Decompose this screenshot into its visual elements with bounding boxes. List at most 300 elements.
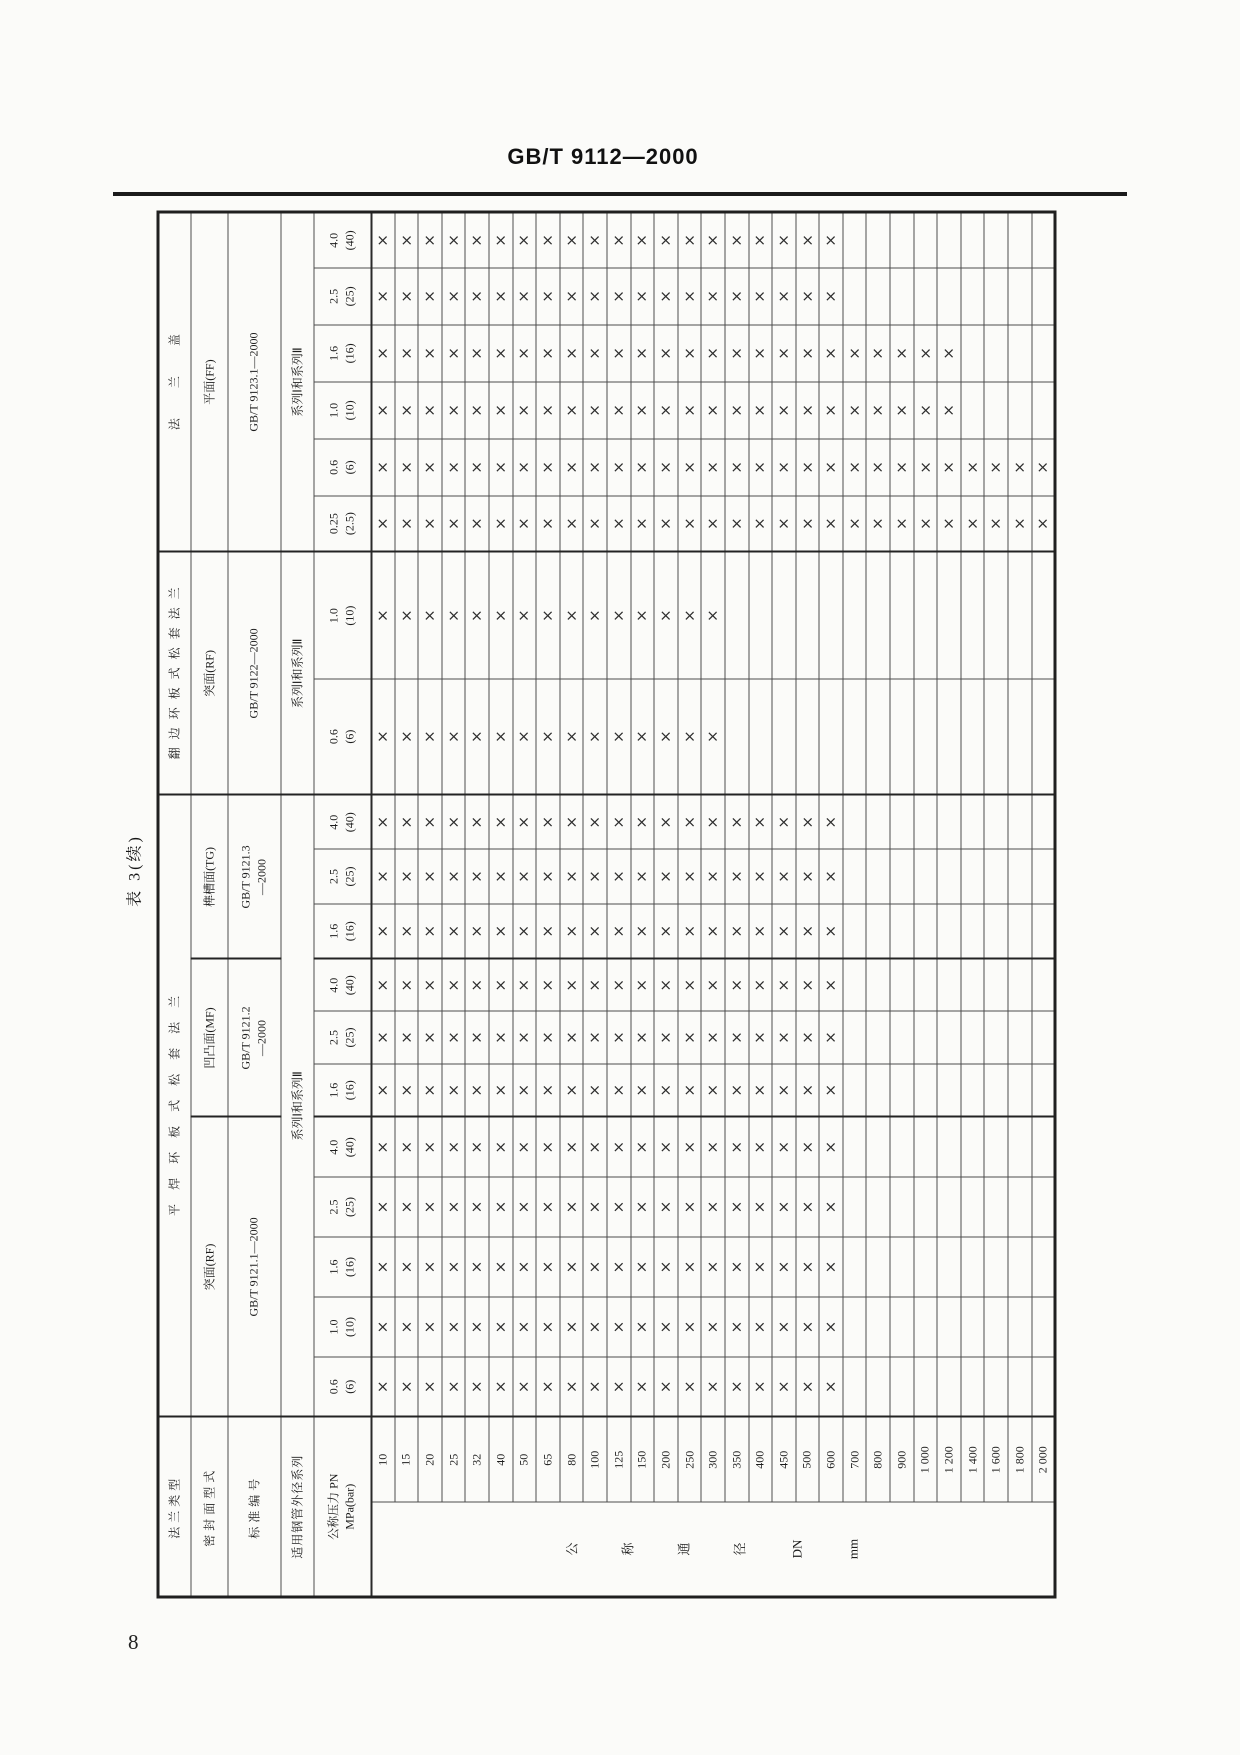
od-series-cell: 系列Ⅰ和系列Ⅱ	[281, 551, 314, 794]
dn-value-cell: 300	[701, 1416, 725, 1501]
x-mark-cell: ×	[819, 848, 843, 903]
empty-cell	[724, 678, 748, 794]
empty-cell	[866, 211, 890, 267]
pressure-value-cell: 1.0 (10)	[314, 551, 371, 678]
x-mark-cell: ×	[371, 678, 395, 794]
x-mark-cell: ×	[606, 551, 630, 678]
dn-value-cell: 1 600	[984, 1416, 1008, 1501]
x-mark-cell: ×	[654, 324, 678, 381]
x-mark-cell: ×	[772, 1296, 796, 1356]
x-mark-cell: ×	[488, 848, 512, 903]
x-mark-cell: ×	[701, 1010, 725, 1063]
pressure-value-cell: 0.6 (6)	[314, 1356, 371, 1416]
x-mark-cell: ×	[536, 267, 560, 324]
empty-cell	[1008, 903, 1032, 958]
empty-cell	[890, 211, 914, 267]
empty-cell	[1031, 1116, 1055, 1176]
x-mark-cell: ×	[606, 794, 630, 848]
x-mark-cell: ×	[371, 1236, 395, 1296]
empty-cell	[913, 678, 937, 794]
standard-no-cell: GB/T 9122—2000	[228, 551, 281, 794]
x-mark-cell: ×	[488, 1356, 512, 1416]
empty-cell	[1031, 551, 1055, 678]
x-mark-cell: ×	[559, 1010, 583, 1063]
x-mark-cell: ×	[748, 1116, 772, 1176]
x-mark-cell: ×	[654, 551, 678, 678]
empty-cell	[842, 794, 866, 848]
x-mark-cell: ×	[606, 438, 630, 495]
x-mark-cell: ×	[559, 438, 583, 495]
empty-cell	[984, 958, 1008, 1010]
x-mark-cell: ×	[559, 1296, 583, 1356]
x-mark-cell: ×	[394, 495, 418, 551]
empty-cell	[842, 551, 866, 678]
empty-cell	[1008, 211, 1032, 267]
x-mark-cell: ×	[465, 381, 489, 438]
seal-face-row-label: 密封面型式	[191, 1416, 228, 1596]
x-mark-cell: ×	[701, 1236, 725, 1296]
empty-cell	[866, 958, 890, 1010]
x-mark-cell: ×	[819, 1176, 843, 1236]
empty-cell	[913, 267, 937, 324]
x-mark-cell: ×	[654, 267, 678, 324]
x-mark-cell: ×	[394, 958, 418, 1010]
dn-value-cell: 500	[795, 1416, 819, 1501]
x-mark-cell: ×	[748, 1356, 772, 1416]
x-mark-cell: ×	[488, 211, 512, 267]
flange-type-row-label: 法兰类型	[158, 1416, 191, 1596]
x-mark-cell: ×	[772, 495, 796, 551]
x-mark-cell: ×	[583, 495, 607, 551]
x-mark-cell: ×	[488, 903, 512, 958]
empty-cell	[984, 551, 1008, 678]
x-mark-cell: ×	[465, 1236, 489, 1296]
empty-cell	[842, 1236, 866, 1296]
x-mark-cell: ×	[488, 438, 512, 495]
x-mark-cell: ×	[394, 438, 418, 495]
x-mark-cell: ×	[512, 211, 536, 267]
dn-value-cell: 250	[677, 1416, 701, 1501]
x-mark-cell: ×	[866, 324, 890, 381]
empty-cell	[819, 678, 843, 794]
dn-value-cell: 150	[630, 1416, 654, 1501]
x-mark-cell: ×	[819, 211, 843, 267]
x-mark-cell: ×	[512, 438, 536, 495]
x-mark-cell: ×	[371, 1063, 395, 1116]
x-mark-cell: ×	[654, 1296, 678, 1356]
dn-value-cell: 25	[441, 1416, 465, 1501]
x-mark-cell: ×	[583, 211, 607, 267]
x-mark-cell: ×	[1031, 438, 1055, 495]
empty-cell	[913, 211, 937, 267]
x-mark-cell: ×	[371, 1356, 395, 1416]
empty-cell	[1031, 211, 1055, 267]
x-mark-cell: ×	[866, 381, 890, 438]
x-mark-cell: ×	[583, 1063, 607, 1116]
x-mark-cell: ×	[371, 958, 395, 1010]
x-mark-cell: ×	[441, 438, 465, 495]
empty-cell	[913, 551, 937, 678]
empty-cell	[984, 1116, 1008, 1176]
empty-cell	[984, 1236, 1008, 1296]
x-mark-cell: ×	[842, 495, 866, 551]
x-mark-cell: ×	[724, 381, 748, 438]
od-series-cell: 系列Ⅰ和系列Ⅱ	[281, 794, 314, 1416]
x-mark-cell: ×	[583, 1010, 607, 1063]
x-mark-cell: ×	[819, 324, 843, 381]
x-mark-cell: ×	[465, 1356, 489, 1416]
dn-value-cell: 1 200	[937, 1416, 961, 1501]
x-mark-cell: ×	[819, 958, 843, 1010]
pressure-value-cell: 1.0 (10)	[314, 381, 371, 438]
empty-cell	[960, 903, 984, 958]
x-mark-cell: ×	[418, 1176, 442, 1236]
x-mark-cell: ×	[654, 1010, 678, 1063]
empty-cell	[984, 848, 1008, 903]
x-mark-cell: ×	[441, 1236, 465, 1296]
x-mark-cell: ×	[371, 1116, 395, 1176]
x-mark-cell: ×	[724, 1116, 748, 1176]
x-mark-cell: ×	[559, 551, 583, 678]
x-mark-cell: ×	[701, 903, 725, 958]
empty-cell	[960, 678, 984, 794]
x-mark-cell: ×	[418, 958, 442, 1010]
x-mark-cell: ×	[465, 1063, 489, 1116]
x-mark-cell: ×	[654, 438, 678, 495]
x-mark-cell: ×	[630, 381, 654, 438]
x-mark-cell: ×	[842, 381, 866, 438]
x-mark-cell: ×	[701, 551, 725, 678]
empty-cell	[913, 903, 937, 958]
x-mark-cell: ×	[512, 1116, 536, 1176]
x-mark-cell: ×	[512, 551, 536, 678]
x-mark-cell: ×	[441, 324, 465, 381]
x-mark-cell: ×	[488, 381, 512, 438]
dn-value-cell: 450	[772, 1416, 796, 1501]
empty-cell	[937, 848, 961, 903]
x-mark-cell: ×	[536, 903, 560, 958]
dn-value-cell: 40	[488, 1416, 512, 1501]
x-mark-cell: ×	[441, 958, 465, 1010]
x-mark-cell: ×	[465, 1176, 489, 1236]
x-mark-cell: ×	[748, 1236, 772, 1296]
pressure-value-cell: 1.6 (16)	[314, 324, 371, 381]
x-mark-cell: ×	[488, 1010, 512, 1063]
dn-value-cell: 20	[418, 1416, 442, 1501]
x-mark-cell: ×	[630, 551, 654, 678]
x-mark-cell: ×	[465, 958, 489, 1010]
empty-cell	[913, 794, 937, 848]
x-mark-cell: ×	[772, 381, 796, 438]
empty-cell	[890, 958, 914, 1010]
x-mark-cell: ×	[795, 495, 819, 551]
x-mark-cell: ×	[488, 1176, 512, 1236]
empty-cell	[890, 1010, 914, 1063]
x-mark-cell: ×	[488, 324, 512, 381]
x-mark-cell: ×	[654, 903, 678, 958]
x-mark-cell: ×	[559, 324, 583, 381]
x-mark-cell: ×	[583, 267, 607, 324]
x-mark-cell: ×	[606, 381, 630, 438]
x-mark-cell: ×	[654, 211, 678, 267]
x-mark-cell: ×	[677, 1116, 701, 1176]
empty-cell	[1031, 794, 1055, 848]
empty-cell	[1008, 1356, 1032, 1416]
x-mark-cell: ×	[465, 211, 489, 267]
x-mark-cell: ×	[606, 267, 630, 324]
x-mark-cell: ×	[512, 848, 536, 903]
empty-cell	[937, 678, 961, 794]
empty-cell	[1031, 381, 1055, 438]
empty-cell	[984, 678, 1008, 794]
x-mark-cell: ×	[819, 1356, 843, 1416]
empty-cell	[890, 267, 914, 324]
dn-value-cell: 1 800	[1008, 1416, 1032, 1501]
x-mark-cell: ×	[418, 1356, 442, 1416]
dn-header-text: 公 称 通 径 DN mm	[563, 1538, 860, 1559]
x-mark-cell: ×	[465, 324, 489, 381]
x-mark-cell: ×	[937, 324, 961, 381]
x-mark-cell: ×	[536, 958, 560, 1010]
empty-cell	[960, 1236, 984, 1296]
empty-cell	[1031, 267, 1055, 324]
empty-cell	[842, 1176, 866, 1236]
x-mark-cell: ×	[1008, 495, 1032, 551]
empty-cell	[890, 1236, 914, 1296]
x-mark-cell: ×	[488, 1236, 512, 1296]
empty-cell	[842, 958, 866, 1010]
x-mark-cell: ×	[465, 267, 489, 324]
x-mark-cell: ×	[748, 794, 772, 848]
x-mark-cell: ×	[606, 495, 630, 551]
x-mark-cell: ×	[677, 551, 701, 678]
x-mark-cell: ×	[559, 1116, 583, 1176]
empty-cell	[960, 1116, 984, 1176]
x-mark-cell: ×	[913, 381, 937, 438]
x-mark-cell: ×	[536, 1116, 560, 1176]
empty-cell	[866, 1063, 890, 1116]
x-mark-cell: ×	[724, 903, 748, 958]
empty-cell	[960, 1010, 984, 1063]
x-mark-cell: ×	[418, 903, 442, 958]
x-mark-cell: ×	[441, 1356, 465, 1416]
x-mark-cell: ×	[724, 495, 748, 551]
x-mark-cell: ×	[842, 438, 866, 495]
empty-cell	[748, 678, 772, 794]
empty-cell	[1008, 958, 1032, 1010]
x-mark-cell: ×	[772, 1116, 796, 1176]
x-mark-cell: ×	[559, 267, 583, 324]
x-mark-cell: ×	[606, 1176, 630, 1236]
x-mark-cell: ×	[559, 495, 583, 551]
empty-cell	[1031, 958, 1055, 1010]
empty-cell	[913, 1236, 937, 1296]
x-mark-cell: ×	[394, 1356, 418, 1416]
x-mark-cell: ×	[536, 381, 560, 438]
x-mark-cell: ×	[630, 1356, 654, 1416]
x-mark-cell: ×	[488, 1296, 512, 1356]
x-mark-cell: ×	[630, 848, 654, 903]
empty-cell	[842, 1063, 866, 1116]
empty-cell	[890, 848, 914, 903]
x-mark-cell: ×	[441, 267, 465, 324]
empty-cell	[842, 1356, 866, 1416]
pressure-value-cell: 4.0 (40)	[314, 958, 371, 1010]
x-mark-cell: ×	[866, 438, 890, 495]
x-mark-cell: ×	[512, 678, 536, 794]
empty-cell	[1031, 1176, 1055, 1236]
empty-cell	[984, 381, 1008, 438]
x-mark-cell: ×	[819, 438, 843, 495]
x-mark-cell: ×	[772, 267, 796, 324]
x-mark-cell: ×	[441, 211, 465, 267]
x-mark-cell: ×	[465, 1116, 489, 1176]
x-mark-cell: ×	[371, 1010, 395, 1063]
x-mark-cell: ×	[724, 267, 748, 324]
x-mark-cell: ×	[512, 903, 536, 958]
empty-cell	[866, 267, 890, 324]
empty-cell	[984, 324, 1008, 381]
x-mark-cell: ×	[677, 1063, 701, 1116]
empty-cell	[1008, 1116, 1032, 1176]
empty-cell	[937, 1236, 961, 1296]
empty-cell	[1031, 1356, 1055, 1416]
empty-cell	[937, 1296, 961, 1356]
x-mark-cell: ×	[772, 958, 796, 1010]
x-mark-cell: ×	[724, 1356, 748, 1416]
empty-cell	[890, 1296, 914, 1356]
empty-cell	[937, 1176, 961, 1236]
empty-cell	[937, 267, 961, 324]
x-mark-cell: ×	[441, 495, 465, 551]
empty-cell	[937, 1010, 961, 1063]
x-mark-cell: ×	[772, 848, 796, 903]
x-mark-cell: ×	[394, 1116, 418, 1176]
x-mark-cell: ×	[512, 1010, 536, 1063]
x-mark-cell: ×	[559, 1063, 583, 1116]
x-mark-cell: ×	[583, 1356, 607, 1416]
x-mark-cell: ×	[701, 211, 725, 267]
x-mark-cell: ×	[536, 1176, 560, 1236]
empty-cell	[960, 1296, 984, 1356]
x-mark-cell: ×	[630, 1176, 654, 1236]
x-mark-cell: ×	[890, 324, 914, 381]
x-mark-cell: ×	[701, 958, 725, 1010]
x-mark-cell: ×	[512, 324, 536, 381]
x-mark-cell: ×	[772, 794, 796, 848]
dn-value-cell: 350	[724, 1416, 748, 1501]
pressure-value-cell: 4.0 (40)	[314, 211, 371, 267]
pressure-value-cell: 2.5 (25)	[314, 267, 371, 324]
empty-cell	[960, 1356, 984, 1416]
x-mark-cell: ×	[418, 678, 442, 794]
x-mark-cell: ×	[937, 495, 961, 551]
x-mark-cell: ×	[536, 438, 560, 495]
x-mark-cell: ×	[583, 958, 607, 1010]
x-mark-cell: ×	[606, 324, 630, 381]
x-mark-cell: ×	[890, 438, 914, 495]
pressure-value-cell: 1.6 (16)	[314, 1063, 371, 1116]
x-mark-cell: ×	[701, 1296, 725, 1356]
empty-cell	[1008, 267, 1032, 324]
empty-cell	[960, 1176, 984, 1236]
x-mark-cell: ×	[1008, 438, 1032, 495]
x-mark-cell: ×	[772, 1010, 796, 1063]
x-mark-cell: ×	[394, 381, 418, 438]
x-mark-cell: ×	[795, 211, 819, 267]
x-mark-cell: ×	[913, 495, 937, 551]
empty-cell	[842, 678, 866, 794]
x-mark-cell: ×	[394, 848, 418, 903]
x-mark-cell: ×	[960, 495, 984, 551]
flange-type-cell: 平焊环板式松套法兰	[158, 794, 191, 1416]
x-mark-cell: ×	[724, 1236, 748, 1296]
empty-cell	[937, 211, 961, 267]
x-mark-cell: ×	[606, 211, 630, 267]
empty-cell	[1008, 1063, 1032, 1116]
dn-value-cell: 200	[654, 1416, 678, 1501]
x-mark-cell: ×	[677, 958, 701, 1010]
empty-cell	[842, 211, 866, 267]
x-mark-cell: ×	[606, 1296, 630, 1356]
empty-cell	[1031, 1010, 1055, 1063]
x-mark-cell: ×	[772, 438, 796, 495]
x-mark-cell: ×	[677, 438, 701, 495]
empty-cell	[866, 1296, 890, 1356]
standard-no-cell: GB/T 9121.3 —2000	[228, 794, 281, 958]
x-mark-cell: ×	[465, 1010, 489, 1063]
x-mark-cell: ×	[536, 495, 560, 551]
empty-cell	[890, 1063, 914, 1116]
pressure-value-cell: 1.6 (16)	[314, 1236, 371, 1296]
x-mark-cell: ×	[772, 324, 796, 381]
empty-cell	[890, 1356, 914, 1416]
x-mark-cell: ×	[677, 678, 701, 794]
empty-cell	[890, 678, 914, 794]
x-mark-cell: ×	[583, 848, 607, 903]
x-mark-cell: ×	[418, 1010, 442, 1063]
x-mark-cell: ×	[394, 1296, 418, 1356]
x-mark-cell: ×	[701, 267, 725, 324]
x-mark-cell: ×	[536, 1296, 560, 1356]
x-mark-cell: ×	[371, 1296, 395, 1356]
x-mark-cell: ×	[795, 1356, 819, 1416]
x-mark-cell: ×	[748, 1296, 772, 1356]
x-mark-cell: ×	[512, 958, 536, 1010]
pressure-value-cell: 0.6 (6)	[314, 438, 371, 495]
x-mark-cell: ×	[677, 1356, 701, 1416]
x-mark-cell: ×	[960, 438, 984, 495]
x-mark-cell: ×	[654, 1116, 678, 1176]
dn-value-cell: 80	[559, 1416, 583, 1501]
x-mark-cell: ×	[488, 495, 512, 551]
flange-type-cell: 法兰盖	[158, 211, 191, 551]
dn-header-cell	[371, 1502, 1055, 1597]
empty-cell	[1031, 1236, 1055, 1296]
x-mark-cell: ×	[677, 903, 701, 958]
empty-cell	[866, 1176, 890, 1236]
x-mark-cell: ×	[394, 267, 418, 324]
dn-value-cell: 100	[583, 1416, 607, 1501]
x-mark-cell: ×	[465, 438, 489, 495]
empty-cell	[984, 1063, 1008, 1116]
x-mark-cell: ×	[748, 267, 772, 324]
empty-cell	[866, 848, 890, 903]
x-mark-cell: ×	[559, 211, 583, 267]
x-mark-cell: ×	[748, 1010, 772, 1063]
empty-cell	[984, 1356, 1008, 1416]
empty-cell	[772, 678, 796, 794]
